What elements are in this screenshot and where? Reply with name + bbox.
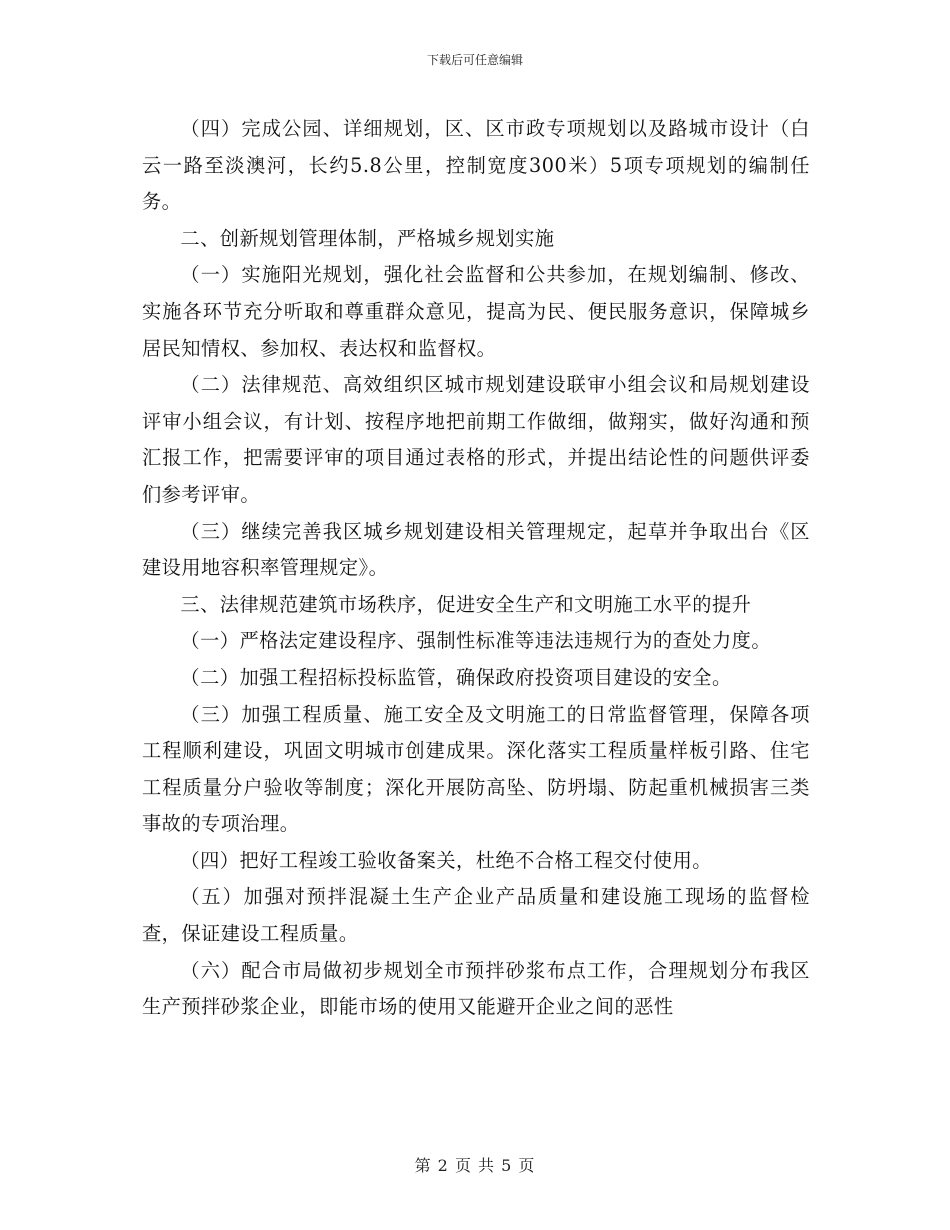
page-header-note: 下载后可任意编辑	[426, 53, 523, 67]
paragraph: （五）加强对预拌混凝土生产企业产品质量和建设施工现场的监督检查，保证建设工程质量。	[142, 885, 810, 946]
paragraph: （四）完成公园、详细规划，区、区市政专项规划以及路城市设计（白云一路至淡澳河，长约5.8公里，控制宽度300米）5项专项规划的编制任务。	[142, 117, 810, 214]
paragraph: （一）严格法定建设程序、强制性标准等违法违规行为的查处力度。	[180, 629, 772, 653]
document-body	[142, 111, 810, 1026]
page-number: 第 2 页 共 5 页	[414, 1156, 536, 1175]
section-heading: 三、法律规范建筑市场秩序，促进安全生产和文明施工水平的提升	[180, 592, 752, 616]
paragraph: （六）配合市局做初步规划全市预拌砂浆布点工作，合理规划分布我区生产预拌砂浆企业，即能市场的使用又能避开企业之间的恶性	[142, 958, 810, 1019]
paragraph: （一）实施阳光规划，强化社会监督和公共参加，在规划编制、修改、实施各环节充分听取和尊重群众意见，提高为民、便民服务意识，保障城乡居民知情权、参加权、表达权和监督权。	[142, 263, 810, 360]
paragraph: （二）加强工程招标投标监管，确保政府投资项目建设的安全。	[180, 665, 732, 689]
section-heading: 二、创新规划管理体制，严格城乡规划实施	[180, 226, 555, 250]
paragraph: （四）把好工程竣工验收备案关，杜绝不合格工程交付使用。	[180, 848, 712, 872]
paragraph: （三）加强工程质量、施工安全及文明施工的日常监督管理，保障各项工程顺利建设，巩固文明城市创建成果。深化落实工程质量样板引路、住宅工程质量分户验收等制度；深化开展防高坠、防坍塌、防起重机械损害三类事故的专项治理。	[142, 702, 810, 836]
paragraph: （三）继续完善我区城乡规划建设相关管理规定，起草并争取出台《区建设用地容积率管理规定》。	[142, 519, 810, 580]
paragraph: （二）法律规范、高效组织区城市规划建设联审小组会议和局规划建设评审小组会议，有计划、按程序地把前期工作做细，做翔实，做好沟通和预汇报工作，把需要评审的项目通过表格的形式，并提出结论性的问题供评委们参考评审。	[142, 373, 810, 506]
